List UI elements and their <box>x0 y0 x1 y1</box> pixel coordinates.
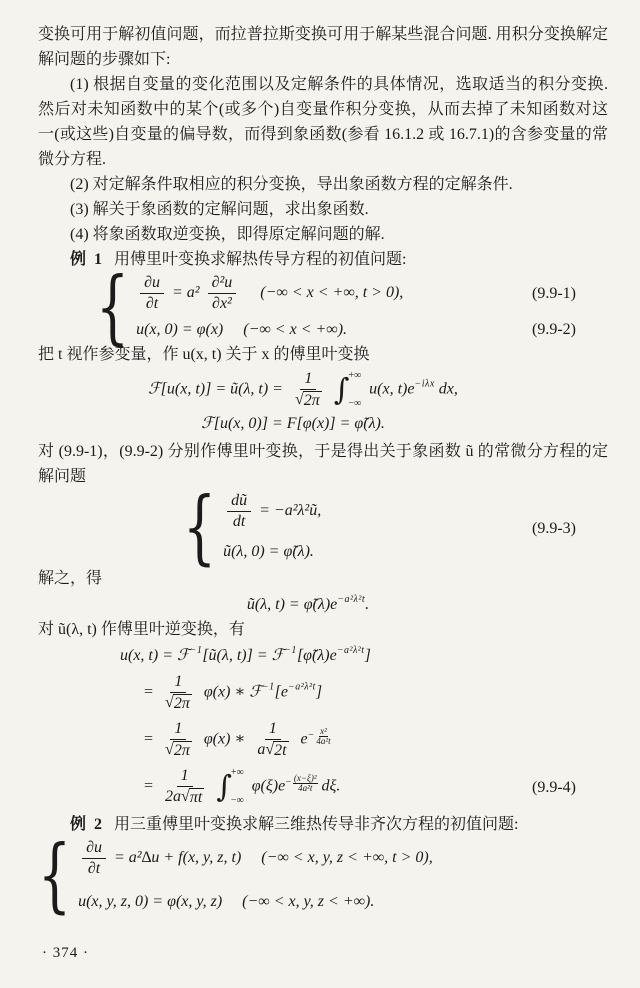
period: . <box>365 596 370 614</box>
initial-condition-body <box>78 889 608 914</box>
apply-transform-paragraph: 对 (9.9-1)，(9.9-2) 分别作傅里叶变换，于是得出关于象函数 ũ 的常微分方程的定解问题 <box>38 443 608 486</box>
equation-9-9-2 <box>136 317 608 342</box>
radicand: 2π <box>173 694 190 712</box>
fraction-numerator: 1 <box>300 370 316 390</box>
fraction-denominator: 4a²t <box>316 736 331 747</box>
coefficient: a <box>257 740 266 758</box>
fraction-denominator: dt <box>232 512 246 530</box>
closing-bracket: ] <box>364 647 371 665</box>
step-4: (4) 将象函数取逆变换，即得原定解问题的解. <box>70 226 385 243</box>
domain-condition: (−∞ < x < +∞). <box>243 321 348 339</box>
derivation-line-4 <box>144 767 608 807</box>
transform-solution <box>38 592 578 617</box>
upper-limit: +∞ <box>230 767 244 779</box>
initial-condition: u(x, 0) = φ(x) <box>136 321 224 339</box>
exponent-fraction <box>285 772 317 794</box>
system-3-rows <box>223 492 528 564</box>
fraction-numerator: 1 <box>170 673 186 693</box>
exponent: −a²λ²t <box>336 645 365 657</box>
radical <box>165 694 192 713</box>
fraction-du-dt <box>140 274 164 312</box>
integral-limits <box>348 371 361 409</box>
fraction-numerator: 1 <box>265 720 281 740</box>
bracket-term: [ũ(λ, t)] = ℱ <box>202 647 285 665</box>
step-2: (2) 对定解条件取相应的积分变换，导出象函数方程的定解条件. <box>70 176 513 193</box>
equals-sign: = <box>144 777 154 795</box>
fourier-initial-body: ℱ[u(x, 0)] = F[φ(x)] = φ̃(λ). <box>201 415 385 433</box>
pde-rhs: = a²∆u + f(x, y, z, t) <box>114 849 242 867</box>
fraction-denominator: ∂t <box>145 294 159 312</box>
inverse-transform-line: 对 ũ(λ, t) 作傅里叶逆变换，有 <box>38 621 245 639</box>
example-2-heading <box>38 812 608 837</box>
example-2-title: 用三重傅里叶变换求解三维热传导非齐次方程的初值问题: <box>114 816 519 834</box>
coefficient: 2a <box>165 787 182 805</box>
integral-limits <box>231 768 244 806</box>
inverse-exponent: −1 <box>261 682 275 694</box>
derivation-line-1 <box>120 643 608 668</box>
fraction-one-over-sqrt-2pi <box>291 370 326 410</box>
example-2-rows <box>78 839 608 913</box>
transform-solution-body <box>247 592 369 617</box>
exponential-base: e <box>300 731 308 748</box>
step-3: (3) 解关于象函数的定解问题，求出象函数. <box>70 201 369 218</box>
fraction-numerator: 1 <box>177 767 193 787</box>
fourier-definition-body <box>148 370 458 410</box>
fraction-denominator: ∂x² <box>212 294 232 312</box>
u-equals-inverse: u(x, t) = ℱ <box>120 647 190 665</box>
left-brace-icon: { <box>183 481 217 575</box>
equation-9-9-1-body <box>136 274 528 312</box>
bracket-term: [e <box>274 684 288 702</box>
fraction-denominator <box>161 693 196 713</box>
fraction-denominator: ∂t <box>87 859 101 877</box>
fraction-numerator: 1 <box>170 720 186 740</box>
fraction-numerator: (x−ξ)² <box>293 772 317 783</box>
page-content <box>38 22 608 923</box>
solve-line: 解之，得 <box>38 570 103 588</box>
integral-sign: ∫ <box>216 769 232 805</box>
bracket-term: [φ̃(λ)e <box>296 647 337 665</box>
radical-sign: √ <box>265 740 275 758</box>
radical <box>181 788 204 807</box>
radical-sign: √ <box>294 390 304 408</box>
derivation-4-body <box>144 767 528 807</box>
radicand: 2t <box>274 741 287 759</box>
convolution-term: φ(x) ∗ ℱ <box>203 684 262 702</box>
lower-limit: −∞ <box>348 398 362 410</box>
fraction-du-tilde-dt <box>227 492 251 530</box>
tiny-fraction <box>293 774 318 794</box>
tiny-fraction <box>315 727 331 747</box>
solution-lhs: ũ(λ, t) = φ̃(λ)e <box>246 596 338 614</box>
negative-sign: − <box>285 776 292 788</box>
exponent: −iλx <box>414 378 435 390</box>
domain-condition: (−∞ < x, y, z < +∞, t > 0), <box>261 849 433 867</box>
fraction-one-over-sqrt-2pi <box>161 673 196 713</box>
initial-condition: u(x, y, z, 0) = φ(x, y, z) <box>78 892 223 910</box>
equation-9-9-1 <box>136 274 608 312</box>
equation-9-9-2-body <box>136 317 528 342</box>
transform-lead: ℱ[u(x, t)] = ũ(λ, t) = <box>148 380 283 398</box>
parameter-line: 把 t 视作参变量，作 u(x, t) 关于 x 的傅里叶变换 <box>38 346 370 364</box>
negative-sign: − <box>307 730 315 741</box>
transformed-initial-condition: ũ(λ, 0) = φ̃(λ). <box>223 543 314 561</box>
ode-rhs: = −a²λ²ũ, <box>259 501 322 519</box>
derivation-line-2 <box>144 673 608 713</box>
left-brace-icon: { <box>96 261 130 355</box>
pde-row <box>78 839 608 877</box>
equals-sign: = <box>144 731 154 748</box>
fraction-denominator <box>161 740 196 760</box>
derivation-1-body <box>120 643 371 668</box>
differential: dξ. <box>321 777 341 795</box>
equals-a-squared: = a² <box>172 283 200 301</box>
integrand: u(x, t)e <box>369 380 415 398</box>
equation-system-9-9-3 <box>183 481 608 575</box>
radical-sign: √ <box>165 693 174 711</box>
fraction-numerator: ∂u <box>82 839 106 859</box>
fraction-numerator: ∂u <box>140 274 164 294</box>
page-number: · 374 · <box>42 945 89 961</box>
fraction-d2u-dx2 <box>208 274 237 312</box>
radicand: 2π <box>173 741 190 759</box>
equals-sign: = <box>144 684 154 702</box>
radical <box>265 741 288 760</box>
domain-condition: (−∞ < x < +∞, t > 0), <box>260 283 404 301</box>
lower-limit: −∞ <box>230 795 244 807</box>
system-1-rows <box>136 274 608 342</box>
radicand: 2π <box>303 391 320 409</box>
fraction-denominator <box>161 787 208 807</box>
fraction-numerator: dũ <box>227 492 251 512</box>
ode-row <box>223 492 528 530</box>
equation-number: (9.9-1) <box>532 284 576 302</box>
radical <box>165 741 192 760</box>
integrand: φ(ξ)e <box>251 777 286 795</box>
equation-number: (9.9-2) <box>532 321 576 339</box>
fraction-numerator: ∂²u <box>208 274 237 294</box>
differential: dx, <box>438 380 458 398</box>
radicand: πt <box>189 788 203 806</box>
fourier-of-initial-condition <box>38 411 548 436</box>
fraction-du-dt <box>82 839 106 877</box>
integral-sign: ∫ <box>333 372 350 408</box>
exponent: −a²λ²t <box>337 594 366 606</box>
step-1: (1) 根据自变量的变化范围以及定解条件的具体情况，选取适当的积分变换. 然后对未知函数中的某个(或多个)自变量作积分变换，从而去掉了未知函数对这一(或这些)自变量的偏导数，而得到象函数(参看 16.1.2 或 16.7.1)的含参变量的常微分方程. <box>38 76 608 168</box>
domain-condition: (−∞ < x, y, z < +∞). <box>242 892 375 910</box>
inverse-exponent: −1 <box>189 645 203 657</box>
radical-sign: √ <box>165 740 174 758</box>
initial-condition-row <box>78 889 608 914</box>
derivation-3-body <box>144 720 332 760</box>
equation-number: (9.9-3) <box>532 519 576 537</box>
equation-system-1 <box>96 261 608 355</box>
example-1-label: 例 1 <box>70 251 105 268</box>
equation-number: (9.9-4) <box>532 778 576 796</box>
fraction-denominator <box>291 390 326 410</box>
transformed-initial-condition-row <box>223 539 528 564</box>
exponent: −a²λ²t <box>287 682 316 694</box>
pde-body <box>78 839 608 877</box>
fraction-one-over-2a-sqrt-pit <box>161 767 208 807</box>
intro-paragraph: 变换可用于解初值问题，而拉普拉斯变换可用于解某些混合问题. 用积分变换解定解问题的步骤如下: <box>38 26 608 68</box>
closing-bracket: ] <box>315 684 323 702</box>
example-1-title: 用傅里叶变换求解热传导方程的初值问题: <box>114 251 407 268</box>
fraction-one-over-a-sqrt-2t <box>253 720 292 760</box>
derivation-line-3 <box>144 720 608 760</box>
inverse-exponent: −1 <box>284 645 297 657</box>
fraction-numerator: x² <box>320 726 327 736</box>
convolution-term: φ(x) ∗ <box>203 731 246 748</box>
left-brace-icon: { <box>38 829 72 923</box>
exponent-fraction <box>307 726 332 747</box>
derivation-2-body <box>144 673 322 713</box>
fourier-transform-definition <box>38 370 568 410</box>
example-2-label: 例 2 <box>70 816 105 834</box>
fraction-denominator: 4a²t <box>298 783 313 794</box>
upper-limit: +∞ <box>348 370 362 382</box>
fraction-denominator <box>253 740 292 760</box>
radical-sign: √ <box>181 787 190 805</box>
example-2-equation-system <box>38 829 608 923</box>
ode-body <box>223 492 528 530</box>
fraction-one-over-sqrt-2pi <box>161 720 196 760</box>
radical <box>295 391 322 410</box>
